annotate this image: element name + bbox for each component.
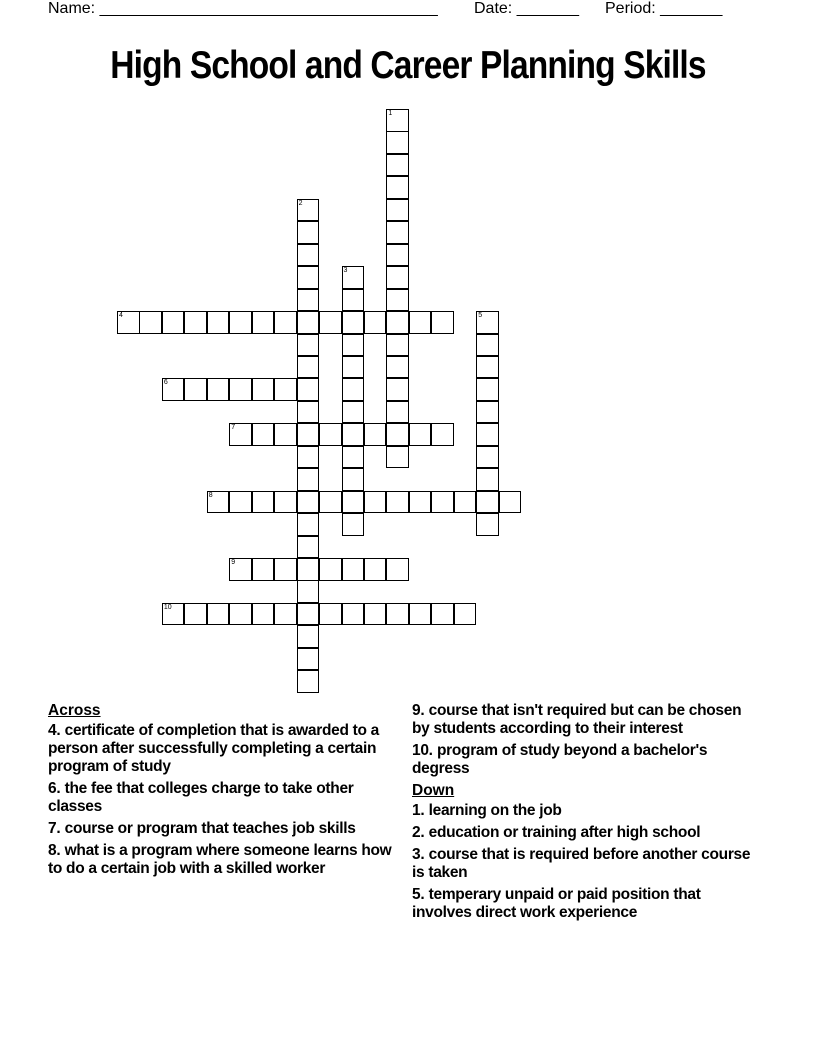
grid-cell[interactable] xyxy=(229,491,252,514)
cell-number: 4 xyxy=(119,312,123,320)
grid-cell[interactable] xyxy=(297,513,320,536)
grid-cell[interactable] xyxy=(297,603,320,626)
grid-cell[interactable] xyxy=(476,311,499,334)
grid-cell[interactable] xyxy=(454,603,477,626)
grid-cell[interactable] xyxy=(386,311,409,334)
cell-number: 9 xyxy=(231,559,236,566)
grid-cell[interactable] xyxy=(274,378,297,401)
clue-text: learning on the job xyxy=(428,802,562,819)
grid-cell[interactable] xyxy=(499,491,522,514)
grid-cell[interactable] xyxy=(364,491,387,514)
grid-cell[interactable] xyxy=(386,423,409,446)
grid-cell[interactable] xyxy=(297,289,320,312)
grid-cell[interactable] xyxy=(386,244,409,267)
grid-cell[interactable] xyxy=(476,491,499,514)
grid-cell[interactable] xyxy=(229,378,252,401)
clue-number: 8. xyxy=(48,842,61,859)
grid-cell[interactable] xyxy=(342,468,365,491)
grid-cell[interactable] xyxy=(319,491,342,514)
grid-cell[interactable] xyxy=(297,378,320,401)
grid-cell[interactable] xyxy=(319,311,342,334)
clue-text: program of study beyond a bachelor's degress xyxy=(412,742,708,777)
cell-number: 2 xyxy=(298,199,303,207)
grid-cell[interactable] xyxy=(386,334,409,357)
cell-number: 7 xyxy=(231,424,236,432)
grid-cell[interactable] xyxy=(409,311,432,334)
grid-cell[interactable] xyxy=(342,266,365,289)
grid-cell[interactable] xyxy=(342,289,365,312)
grid-cell[interactable] xyxy=(342,446,365,469)
grid-cell[interactable] xyxy=(386,221,409,244)
grid-cell[interactable] xyxy=(476,356,499,379)
cell-number: 10 xyxy=(163,603,172,611)
clue-text: course or program that teaches job skills xyxy=(64,820,356,837)
grid-cell[interactable] xyxy=(476,423,499,446)
grid-cell[interactable] xyxy=(386,266,409,289)
grid-cell[interactable] xyxy=(342,491,365,514)
grid-cell[interactable] xyxy=(476,378,499,401)
grid-cell[interactable] xyxy=(274,311,297,334)
grid-cell[interactable] xyxy=(386,558,409,581)
clue-across-7 xyxy=(48,820,393,838)
grid-cell[interactable] xyxy=(297,446,320,469)
grid-cell[interactable] xyxy=(252,558,275,581)
cell-number: 5 xyxy=(478,312,483,320)
grid-cell[interactable] xyxy=(342,513,365,536)
grid-cell[interactable] xyxy=(207,491,230,514)
grid-cell[interactable] xyxy=(297,580,320,603)
grid-cell[interactable] xyxy=(297,221,320,244)
clue-number: 5. xyxy=(412,886,425,903)
cell-number: 1 xyxy=(388,110,393,117)
grid-cell[interactable] xyxy=(184,378,207,401)
grid-cell[interactable] xyxy=(386,289,409,312)
grid-cell[interactable] xyxy=(431,311,454,334)
page-title: High School and Career Planning Skills xyxy=(110,44,706,87)
clue-across-6 xyxy=(48,780,393,816)
name-field-label: Name: ______________________________________ xyxy=(48,0,438,17)
grid-cell[interactable] xyxy=(229,603,252,626)
clue-text: course that isn't required but can be chosen by students according to their interest xyxy=(412,702,742,737)
grid-cell[interactable] xyxy=(364,558,387,581)
grid-cell[interactable] xyxy=(162,603,185,626)
grid-cell[interactable] xyxy=(207,603,230,626)
clues-column-left xyxy=(48,702,393,882)
grid-cell[interactable] xyxy=(386,356,409,379)
grid-cell[interactable] xyxy=(297,401,320,424)
grid-cell[interactable] xyxy=(409,423,432,446)
grid-cell[interactable] xyxy=(476,513,499,536)
worksheet-header xyxy=(48,0,748,22)
grid-cell[interactable] xyxy=(297,670,320,693)
grid-cell[interactable] xyxy=(297,356,320,379)
grid-cell[interactable] xyxy=(274,558,297,581)
grid-cell[interactable] xyxy=(297,648,320,671)
date-field-label: Date: _______ xyxy=(474,0,579,17)
grid-cell[interactable] xyxy=(476,401,499,424)
grid-cell[interactable] xyxy=(386,378,409,401)
grid-cell[interactable] xyxy=(342,356,365,379)
clue-across-8 xyxy=(48,842,393,878)
clue-text: temperary unpaid or paid position that involves direct work experience xyxy=(412,886,701,921)
grid-cell[interactable] xyxy=(207,378,230,401)
grid-cell[interactable] xyxy=(297,199,320,222)
grid-cell[interactable] xyxy=(319,558,342,581)
grid-cell[interactable] xyxy=(297,334,320,357)
clue-text: course that is required before another course is taken xyxy=(412,846,751,881)
clue-number: 9. xyxy=(412,702,425,719)
grid-cell[interactable] xyxy=(386,154,409,177)
grid-cell[interactable] xyxy=(409,603,432,626)
grid-cell[interactable] xyxy=(386,199,409,222)
grid-cell[interactable] xyxy=(342,558,365,581)
cell-number: 3 xyxy=(343,267,348,275)
grid-cell[interactable] xyxy=(274,603,297,626)
grid-cell[interactable] xyxy=(184,603,207,626)
grid-cell[interactable] xyxy=(184,311,207,334)
grid-cell[interactable] xyxy=(431,491,454,514)
grid-cell[interactable] xyxy=(454,491,477,514)
grid-cell[interactable] xyxy=(386,446,409,469)
down-heading: Down xyxy=(412,782,455,799)
grid-cell[interactable] xyxy=(319,423,342,446)
grid-cell[interactable] xyxy=(386,109,409,132)
grid-cell[interactable] xyxy=(252,603,275,626)
clue-text: the fee that colleges charge to take other classes xyxy=(48,780,354,815)
grid-cell[interactable] xyxy=(386,176,409,199)
clue-across-9 xyxy=(412,702,757,738)
grid-cell[interactable] xyxy=(297,558,320,581)
grid-cell[interactable] xyxy=(274,491,297,514)
clue-text: what is a program where someone learns how to do a certain job with a skilled worker xyxy=(48,842,392,877)
clue-number: 7. xyxy=(48,820,61,837)
clue-down-5 xyxy=(412,886,757,922)
grid-cell[interactable] xyxy=(342,311,365,334)
grid-cell[interactable] xyxy=(386,491,409,514)
grid-cell[interactable] xyxy=(117,311,140,334)
grid-cell[interactable] xyxy=(162,311,185,334)
clue-number: 10. xyxy=(412,742,433,759)
grid-cell[interactable] xyxy=(297,266,320,289)
clue-text: certificate of completion that is awarded to a person after successfully completing a certain program of study xyxy=(48,722,379,775)
grid-cell[interactable] xyxy=(342,603,365,626)
grid-cell[interactable] xyxy=(297,536,320,559)
grid-cell[interactable] xyxy=(431,423,454,446)
grid-cell[interactable] xyxy=(386,131,409,154)
grid-cell[interactable] xyxy=(364,423,387,446)
grid-cell[interactable] xyxy=(252,378,275,401)
grid-cell[interactable] xyxy=(342,378,365,401)
grid-cell[interactable] xyxy=(364,311,387,334)
grid-cell[interactable] xyxy=(297,423,320,446)
grid-cell[interactable] xyxy=(229,311,252,334)
across-heading: Across xyxy=(48,702,101,719)
grid-cell[interactable] xyxy=(476,468,499,491)
grid-cell[interactable] xyxy=(297,625,320,648)
grid-cell[interactable] xyxy=(342,401,365,424)
grid-cell[interactable] xyxy=(139,311,162,334)
grid-cell[interactable] xyxy=(252,491,275,514)
clue-down-1 xyxy=(412,802,757,820)
grid-cell[interactable] xyxy=(297,311,320,334)
grid-cell[interactable] xyxy=(297,468,320,491)
clue-down-2 xyxy=(412,824,757,842)
grid-cell[interactable] xyxy=(476,446,499,469)
clue-across-4 xyxy=(48,722,393,776)
clues-column-right xyxy=(412,702,757,926)
clue-number: 4. xyxy=(48,722,61,739)
clue-number: 6. xyxy=(48,780,61,797)
grid-cell[interactable] xyxy=(229,423,252,446)
clue-across-10 xyxy=(412,742,757,778)
grid-cell[interactable] xyxy=(252,311,275,334)
clue-number: 3. xyxy=(412,846,425,863)
grid-cell[interactable] xyxy=(364,603,387,626)
cell-number: 8 xyxy=(208,491,213,499)
grid-cell[interactable] xyxy=(431,603,454,626)
period-field-label: Period: _______ xyxy=(605,0,723,17)
grid-cell[interactable] xyxy=(207,311,230,334)
grid-cell[interactable] xyxy=(476,334,499,357)
clue-number: 1. xyxy=(412,802,425,819)
grid-cell[interactable] xyxy=(409,491,432,514)
grid-cell[interactable] xyxy=(297,244,320,267)
grid-cell[interactable] xyxy=(319,603,342,626)
grid-cell[interactable] xyxy=(162,378,185,401)
clue-down-3 xyxy=(412,846,757,882)
grid-cell[interactable] xyxy=(297,491,320,514)
grid-cell[interactable] xyxy=(342,334,365,357)
grid-cell[interactable] xyxy=(252,423,275,446)
grid-cell[interactable] xyxy=(274,423,297,446)
grid-cell[interactable] xyxy=(386,401,409,424)
grid-cell[interactable] xyxy=(386,603,409,626)
grid-cell[interactable] xyxy=(229,558,252,581)
clue-text: education or training after high school xyxy=(428,824,701,841)
grid-cell[interactable] xyxy=(342,423,365,446)
clue-number: 2. xyxy=(412,824,425,841)
cell-number: 6 xyxy=(163,379,168,387)
